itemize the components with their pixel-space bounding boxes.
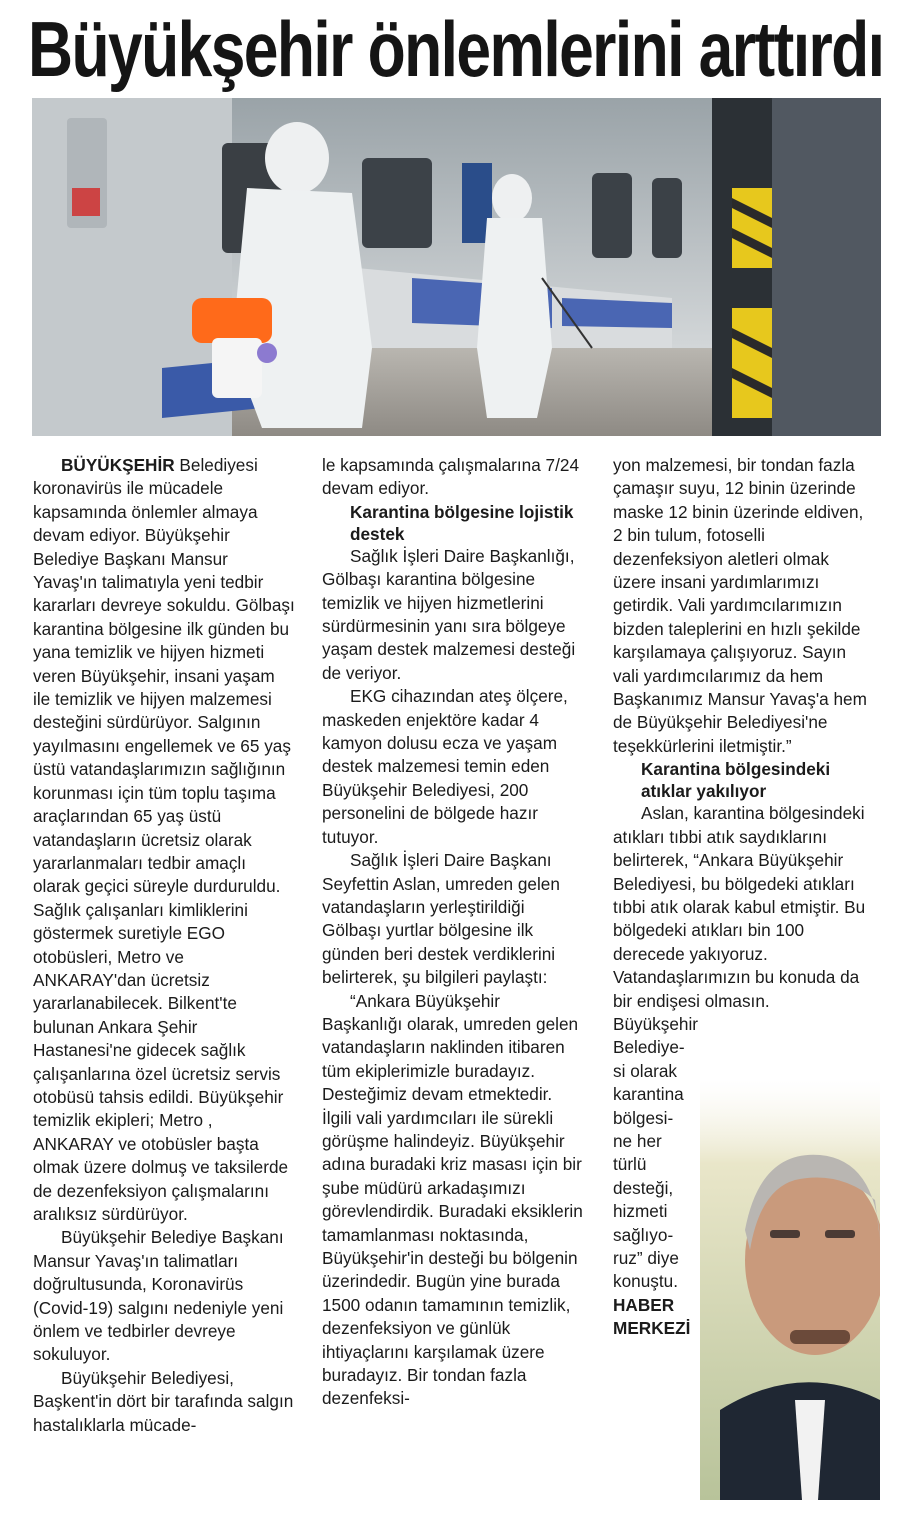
narrow-paragraph bbox=[613, 1013, 703, 1341]
signature: MERKEZİ bbox=[613, 1318, 691, 1339]
signature: HABER bbox=[613, 1294, 675, 1315]
paragraph bbox=[33, 454, 295, 1226]
paragraph: Sağlık İşleri Daire Başkanı Seyfettin Aslan, umreden gelen vatandaşların yerleştirildiği Gölbaşı yurtlar bölgesine ilk günden beri destek verdiklerini belirterek, şu bilgileri paylaştı: bbox=[322, 850, 560, 988]
column-2 bbox=[322, 454, 584, 1411]
line: Belediye- bbox=[613, 1037, 685, 1058]
subheading: Karantina bölgesindeki atıklar yakılıyor bbox=[641, 759, 831, 802]
line: türlü bbox=[613, 1154, 647, 1175]
line: konuştu. bbox=[613, 1271, 678, 1292]
official-portrait-photo bbox=[700, 1080, 880, 1500]
line: karantina bbox=[613, 1084, 684, 1105]
column-1 bbox=[33, 454, 295, 1437]
paragraph: “Ankara Büyükşehir Başkanlığı olarak, umreden gelen vatandaşların naklinden itibaren tüm ekiplerimizle buradayız. Desteğimiz devam etmektedir. İlgili vali yardımcıları ile sürekli görüşme halindeyiz. Büyükşehir adına buradaki kriz masası için bir şube müdürü arkadaşımızı görevlendirdik. Buradaki eksiklerin tamamlanması noktasında, Büyükşehir'in desteği bu bölgenin üzerindedir. Bugün yine burada 1500 odanın tamamının temizlik, dezenfeksiyon ve günlük ihtiyaçlarını karşılamak üzere buradayız. Bir tondan fazla dezenfeksi- bbox=[322, 990, 583, 1409]
line: ruz” diye bbox=[613, 1248, 679, 1268]
line: sağlıyo- bbox=[613, 1224, 674, 1245]
paragraph: le kapsamında çalışmalarına 7/24 devam ediyor. bbox=[322, 455, 579, 499]
line: desteği, bbox=[613, 1177, 674, 1198]
line: si olarak bbox=[613, 1060, 677, 1081]
subheading: Karantina bölgesine lojistik destek bbox=[350, 501, 574, 544]
metro-disinfection-photo bbox=[32, 98, 881, 436]
line: bölgesi- bbox=[613, 1107, 674, 1128]
paragraph: Aslan, karantina bölgesindeki atıkları tıbbi atık saydıklarını belirterek, “Ankara Büyükşehir Belediyesi, bu bölgedeki atıkları tıbbi atık olarak kabul etmiştir. Bu bölgedeki atıkları bin 100 derecede yakıyoruz. Vatandaşlarımızın bu konuda da bir endişesi olmasın. bbox=[613, 803, 866, 1011]
lead-text: Belediyesi koronavirüs ile mücadele kapsamında önlemler almaya devam ediyor. Büyükşehir Belediye Başkanı Mansur Yavaş'ın talimatıyla yeni tedbir kararları devreye sokuldu. Gölbaşı karantina bölgesine ilk günden bu yana temizlik ve hijyen hizmeti veren Büyükşehir, insani yaşam ile temizlik ve hijyen malzemesi desteğini sürdürüyor. Salgının yayılmasını engellemek ve 65 yaş üstü vatandaşlarımızın sağlığının korunması için tüm toplu taşıma araçlarından 65 yaş üstü vatandaşların ücretsiz olarak yararlanmaları tedbir amaçlı olarak geçici süreyle durduruldu. Sağlık çalışanları kimliklerini göstermek suretiyle EGO otobüsleri, Metro ve ANKARAY'dan ücretsiz yararlanabilecek. Bilkent'te bulunan Ankara Şehir Hastanesi'ne gidecek sağlık çalışanlarına özel ücretsiz servis otobüsü tahsis edildi. Büyükşehir temizlik ekipleri; Metro , ANKARAY ve otobüsler başta olmak üzere dolmuş ve taksilerde de dezenfeksiyon çalışmalarını aralıksız sürdürüyor. bbox=[33, 455, 295, 1224]
paragraph: EKG cihazından ateş ölçere, maskeden enjektöre kadar 4 kamyon dolusu ecza ve yaşam destek malzemesi temin eden Büyükşehir Belediyesi, 200 personelini de bölgede hazır tutuyor. bbox=[322, 686, 568, 847]
line: Büyükşehir bbox=[613, 1013, 699, 1034]
line: hizmeti bbox=[613, 1201, 668, 1222]
headline: Büyükşehir önlemlerini arttırdı bbox=[28, 5, 884, 93]
lead-word: BÜYÜKŞEHİR bbox=[61, 455, 175, 475]
paragraph: Sağlık İşleri Daire Başkanlığı, Gölbaşı karantina bölgesine temizlik ve hijyen hizmetlerini sürdürmesinin yanı sıra bölgeye yaşam destek malzemesi desteği de veriyor. bbox=[322, 545, 576, 683]
paragraph: yon malzemesi, bir tondan fazla çamaşır suyu, 12 binin üzerinde maske 12 binin üzerinde eldiven, 2 bin tulum, fotoselli dezenfeksiyon aletleri olmak üzere insani yardımlarımızı getirdik. Vali yardımcılarımızın bizden taleplerini en hızlı şekilde karşılamaya çalışıyoruz. Sayın vali yardımcılarımız da hem Başkanımız Mansur Yavaş'a hem de Büyükşehir Belediyesi'ne teşekkürlerini iletmiştir.” bbox=[613, 455, 867, 756]
paragraph: Büyükşehir Belediyesi, Başkent'in dört bir tarafında salgın hastalıklarla mücade- bbox=[33, 1367, 294, 1435]
paragraph: Büyükşehir Belediye Başkanı Mansur Yavaş'ın talimatları doğrultusunda, Koronavirüs (Covid-19) salgını nedeniyle yeni önlem ve tedbirler devreye sokuluyor. bbox=[33, 1227, 284, 1365]
line: ne her bbox=[613, 1130, 662, 1151]
